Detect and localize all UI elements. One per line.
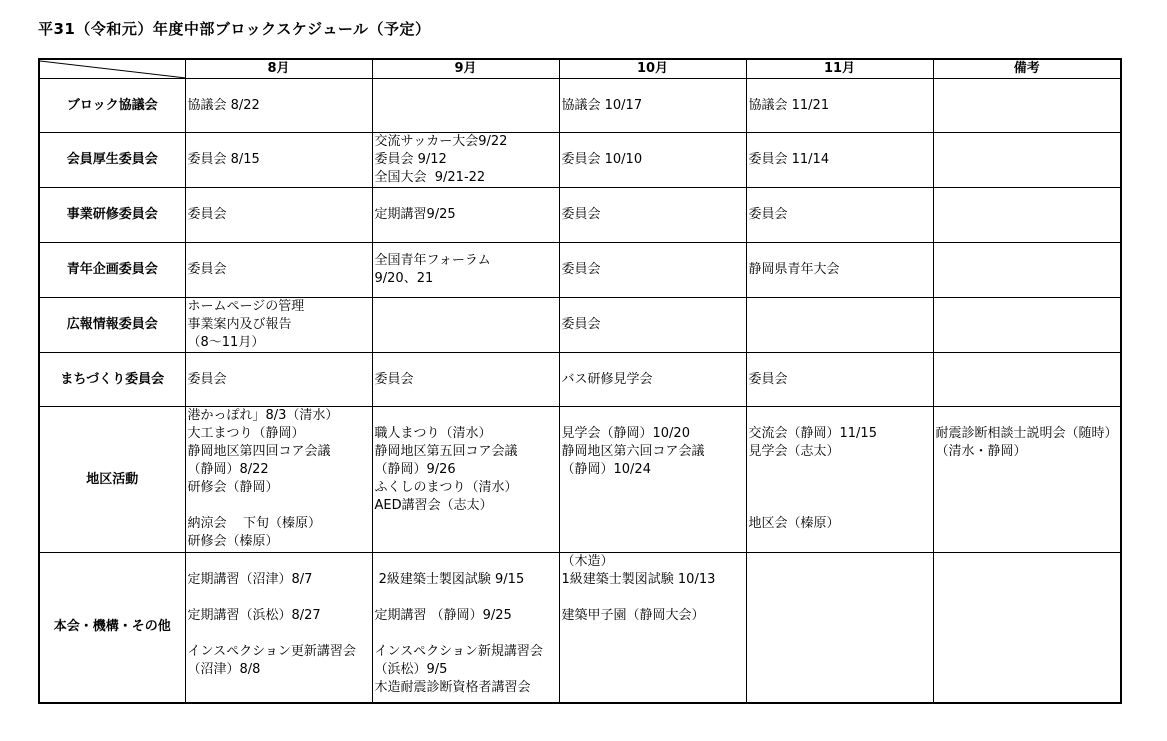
cell-line bbox=[562, 625, 744, 643]
table-row bbox=[39, 407, 1121, 553]
table-cell bbox=[559, 353, 746, 407]
row-label: 事業研修委員会 bbox=[39, 188, 185, 243]
cell-line bbox=[562, 515, 744, 533]
cell-line: 地区会（榛原） bbox=[748, 516, 840, 531]
cell-line: （静岡）8/22 bbox=[187, 462, 269, 477]
table-cell bbox=[933, 407, 1121, 553]
cell-line: 委員会 bbox=[561, 262, 601, 277]
cell-line bbox=[188, 679, 370, 697]
corner-diagonal bbox=[40, 60, 185, 79]
cell-line: 見学会（静岡）10/20 bbox=[561, 426, 690, 441]
cell-line: 委員会 bbox=[187, 371, 227, 387]
cell-line: （浜松）9/5 bbox=[374, 662, 448, 677]
table-cell bbox=[372, 353, 559, 407]
cell-line: 委員会 10/10 bbox=[561, 152, 643, 167]
table-cell bbox=[933, 79, 1121, 133]
table-cell bbox=[559, 243, 746, 298]
cell-line: （木造） bbox=[561, 554, 614, 569]
table-row bbox=[39, 133, 1121, 188]
row-label: 会員厚生委員会 bbox=[39, 133, 185, 188]
table-cell bbox=[559, 188, 746, 243]
cell-line bbox=[562, 679, 744, 697]
row-label: まちづくり委員会 bbox=[39, 353, 185, 407]
cell-line bbox=[936, 515, 1119, 533]
cell-line: 耐震診断相談士説明会（随時） bbox=[935, 426, 1118, 441]
table-cell bbox=[559, 133, 746, 188]
cell-line bbox=[749, 407, 931, 425]
header-aug: 8月 bbox=[185, 59, 372, 79]
table-cell bbox=[559, 553, 746, 703]
table-cell bbox=[746, 407, 933, 553]
cell-line bbox=[562, 407, 744, 425]
cell-line: 静岡地区第五回コア会議 bbox=[374, 444, 518, 459]
cell-line: 2級建築士製図試験 9/15 bbox=[374, 572, 525, 587]
cell-line bbox=[562, 643, 744, 661]
cell-line: 木造耐震診断資格者講習会 bbox=[374, 680, 531, 695]
cell-line: 協議会 8/22 bbox=[187, 97, 260, 113]
cell-line bbox=[936, 461, 1119, 479]
header-row bbox=[39, 59, 1121, 79]
cell-line: 委員会 9/12 bbox=[374, 152, 447, 167]
cell-line bbox=[936, 533, 1119, 551]
cell-line: 全国大会 9/21-22 bbox=[374, 170, 486, 185]
table-cell bbox=[185, 188, 372, 243]
cell-line: （清水・静岡） bbox=[935, 444, 1027, 459]
cell-line bbox=[188, 625, 370, 643]
table-cell bbox=[559, 407, 746, 553]
cell-line: 職人まつり（清水） bbox=[374, 426, 492, 441]
schedule-table bbox=[38, 58, 1122, 704]
table-cell bbox=[933, 188, 1121, 243]
table-cell bbox=[559, 79, 746, 133]
cell-line: 全国青年フォーラム bbox=[374, 253, 491, 268]
header-oct: 10月 bbox=[559, 59, 746, 79]
cell-line: 定期講習（浜松）8/27 bbox=[187, 608, 321, 623]
cell-line bbox=[562, 589, 744, 607]
cell-line bbox=[375, 533, 557, 551]
cell-line: 委員会 bbox=[561, 317, 601, 332]
cell-line: 研修会（榛原） bbox=[187, 534, 279, 549]
cell-line bbox=[375, 515, 557, 533]
cell-line: 委員会 8/15 bbox=[187, 152, 260, 167]
cell-line bbox=[562, 479, 744, 497]
header-sep: 9月 bbox=[372, 59, 559, 79]
table-cell bbox=[185, 133, 372, 188]
table-cell bbox=[372, 553, 559, 703]
table-cell bbox=[185, 298, 372, 353]
cell-line: 港かっぽれ」8/3（清水） bbox=[187, 408, 339, 423]
cell-line: 大工まつり（静岡） bbox=[187, 426, 305, 441]
table-row bbox=[39, 298, 1121, 353]
cell-line bbox=[562, 497, 744, 515]
cell-line bbox=[936, 497, 1119, 515]
cell-line: AED講習会（志太） bbox=[374, 498, 493, 513]
row-label: 青年企画委員会 bbox=[39, 243, 185, 298]
cell-line: 委員会 bbox=[374, 371, 414, 387]
cell-line bbox=[936, 407, 1119, 425]
header-nov: 11月 bbox=[746, 59, 933, 79]
cell-line: （8～11月） bbox=[187, 335, 265, 350]
cell-line: 事業案内及び報告 bbox=[187, 317, 292, 332]
cell-line: 静岡県青年大会 bbox=[748, 262, 840, 277]
row-label: ブロック協議会 bbox=[39, 79, 185, 133]
table-cell bbox=[746, 243, 933, 298]
table-cell bbox=[372, 79, 559, 133]
cell-line: 見学会（志太） bbox=[748, 444, 840, 459]
table-cell bbox=[185, 243, 372, 298]
table-cell bbox=[933, 353, 1121, 407]
page-title: 平31（令和元）年度中部ブロックスケジュール（予定） bbox=[38, 20, 431, 38]
cell-line: 定期講習9/25 bbox=[374, 207, 456, 222]
cell-line bbox=[749, 497, 931, 515]
table-cell bbox=[372, 188, 559, 243]
table-cell bbox=[372, 407, 559, 553]
cell-line: 納涼会 下旬（榛原） bbox=[187, 516, 322, 531]
cell-line bbox=[562, 533, 744, 551]
table-cell bbox=[933, 133, 1121, 188]
cell-line: 交流サッカー大会9/22 bbox=[374, 134, 508, 149]
table-cell bbox=[746, 553, 933, 703]
table-cell bbox=[372, 133, 559, 188]
cell-line: 協議会 10/17 bbox=[561, 97, 643, 113]
cell-line: 静岡地区第四回コア会議 bbox=[187, 444, 331, 459]
cell-line: 委員会 bbox=[748, 207, 788, 222]
cell-line: 研修会（静岡） bbox=[187, 480, 279, 495]
cell-line bbox=[375, 407, 557, 425]
cell-line: インスペクション更新講習会 bbox=[187, 644, 356, 659]
cell-line bbox=[375, 589, 557, 607]
cell-line: 委員会 bbox=[187, 262, 227, 277]
cell-line: 1級建築士製図試験 10/13 bbox=[561, 572, 716, 587]
cell-line: インスペクション新規講習会 bbox=[374, 644, 543, 659]
row-label: 地区活動 bbox=[39, 407, 185, 553]
cell-line bbox=[375, 553, 557, 571]
corner-cell bbox=[39, 59, 185, 79]
cell-line bbox=[936, 479, 1119, 497]
cell-line: 静岡地区第六回コア会議 bbox=[561, 444, 705, 459]
table-cell bbox=[185, 553, 372, 703]
table-row bbox=[39, 79, 1121, 133]
cell-line: ふくしのまつり（清水） bbox=[374, 480, 518, 495]
cell-line bbox=[749, 533, 931, 551]
cell-line: （沼津）8/8 bbox=[187, 662, 261, 677]
cell-line: （静岡）9/26 bbox=[374, 462, 456, 477]
cell-line: 委員会 bbox=[561, 207, 601, 222]
table-cell bbox=[746, 79, 933, 133]
cell-line bbox=[749, 461, 931, 479]
cell-line: 交流会（静岡）11/15 bbox=[748, 426, 877, 441]
cell-line: 委員会 bbox=[748, 371, 788, 387]
cell-line: 建築甲子園（静岡大会） bbox=[561, 608, 705, 623]
cell-line bbox=[562, 661, 744, 679]
table-cell bbox=[746, 353, 933, 407]
cell-line: ホームページの管理 bbox=[187, 299, 305, 314]
table-cell bbox=[746, 133, 933, 188]
cell-line bbox=[188, 497, 370, 515]
cell-line: 委員会 11/14 bbox=[748, 152, 830, 167]
table-cell bbox=[933, 298, 1121, 353]
header-remarks: 備考 bbox=[933, 59, 1121, 79]
cell-line: 定期講習（沼津）8/7 bbox=[187, 572, 313, 587]
table-cell bbox=[746, 298, 933, 353]
cell-line: 協議会 11/21 bbox=[748, 97, 830, 113]
table-cell bbox=[185, 353, 372, 407]
table-cell bbox=[185, 79, 372, 133]
cell-line: 定期講習 （静岡）9/25 bbox=[374, 608, 512, 623]
row-label: 本会・機構・その他 bbox=[39, 553, 185, 703]
table-row bbox=[39, 243, 1121, 298]
row-label: 広報情報委員会 bbox=[39, 298, 185, 353]
table-row bbox=[39, 553, 1121, 703]
cell-line: （静岡）10/24 bbox=[561, 462, 651, 477]
table-row bbox=[39, 353, 1121, 407]
cell-line: バス研修見学会 bbox=[561, 371, 653, 387]
table-row bbox=[39, 188, 1121, 243]
table-cell bbox=[185, 407, 372, 553]
cell-line: 9/20、21 bbox=[374, 271, 434, 286]
cell-line bbox=[749, 479, 931, 497]
table-cell bbox=[933, 553, 1121, 703]
cell-line bbox=[375, 625, 557, 643]
table-cell bbox=[559, 298, 746, 353]
cell-line: 委員会 bbox=[187, 207, 227, 222]
table-cell bbox=[372, 298, 559, 353]
cell-line bbox=[188, 553, 370, 571]
cell-line bbox=[188, 589, 370, 607]
table-cell bbox=[933, 243, 1121, 298]
table-cell bbox=[746, 188, 933, 243]
table-cell bbox=[372, 243, 559, 298]
